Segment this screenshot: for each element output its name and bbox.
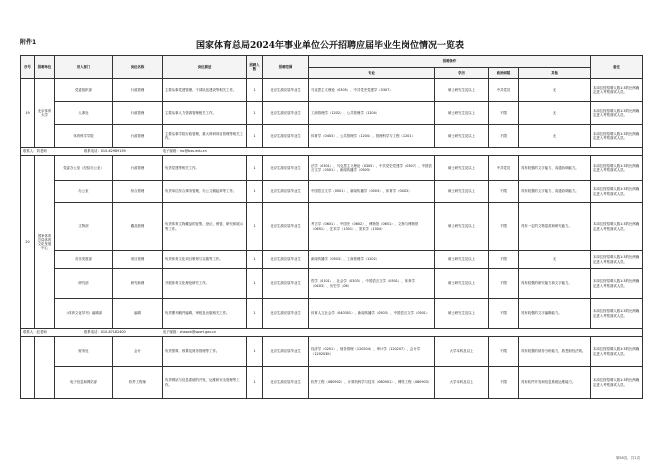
group-unit: [35, 337, 55, 399]
cell-desc: 负责体育文物藏品的征集、登记、保管、研究和展示等工作。: [163, 203, 247, 251]
cell-politics: 不限: [489, 337, 519, 367]
cell-desc: 负责单位综合事务管理，办公文稿起草等工作。: [163, 181, 247, 203]
cell-desc: 主要从事人力资源管理相关工作。: [163, 102, 247, 125]
cell-count: 1: [247, 156, 263, 181]
header-major: 专业: [309, 68, 435, 79]
cell-desc: 负责网站与信息系统的开发、运维和安全管理等工作。: [163, 367, 247, 399]
group-seq: 19: [21, 79, 35, 148]
cell-post: 研究助理: [113, 269, 163, 299]
cell-major: 体育学（0403）、公共管理学（1204）、管理科学与工程（1201）: [309, 125, 435, 148]
contact-phone: 联系电话：010-87182400: [83, 330, 126, 335]
cell-count: 1: [247, 337, 263, 367]
cell-other: 具有较强的文字能力、沟通协调能力。: [519, 156, 591, 181]
cell-scope: 北京生源应届毕业生: [263, 337, 309, 367]
cell-scope: 北京生源应届毕业生: [263, 269, 309, 299]
cell-dept: 《体育文化导刊》编辑部: [55, 299, 113, 329]
cell-count: 1: [247, 79, 263, 102]
table-row: [21, 203, 643, 251]
cell-other: 无: [519, 102, 591, 125]
cell-remark: 本岗位按招聘人数1:3的比例确定进入考察面试人员。: [591, 299, 643, 329]
cell-post: 行政管理: [113, 79, 163, 102]
cell-education: 硕士研究生及以上: [435, 203, 489, 251]
header-politics: 政治面貌: [489, 68, 519, 79]
cell-dept: 研究部: [55, 269, 113, 299]
cell-major: 马克思主义理论（0305）、中共党史党建学（0307）: [309, 79, 435, 102]
attachment-label: 附件1: [20, 39, 37, 46]
cell-education: 硕士研究生及以上: [435, 102, 489, 125]
cell-desc: 主要从事学院行政管理、重大科研项目管理等相关工作。: [163, 125, 247, 148]
header-count: 招聘人数: [247, 56, 263, 79]
cell-major: 工商管理学（1202）、公共管理学（1204）: [309, 102, 435, 125]
cell-other: 无: [519, 79, 591, 102]
table-row: [21, 79, 643, 102]
contact-person: 联系人：刘老师: [23, 149, 47, 154]
cell-other: 具有一定的文物鉴赏和研究能力。: [519, 203, 591, 251]
cell-count: 1: [247, 367, 263, 399]
cell-desc: 负责预算、核算及财务管理等工作。: [163, 337, 247, 367]
contact-row: [21, 329, 643, 337]
cell-scope: 北京生源应届毕业生: [263, 156, 309, 181]
cell-desc: 主要从事党建管理、干部队伍建设等相关工作。: [163, 79, 247, 102]
table-row: [21, 102, 643, 125]
cell-desc: 负责党建等相关工作。: [163, 156, 247, 181]
cell-remark: 本岗位按招聘人数1:3的比例确定进入考察面试人员。: [591, 102, 643, 125]
header-other: 其他: [519, 68, 591, 79]
cell-post: 项目管理: [113, 251, 163, 269]
cell-education: 硕士研究生及以上: [435, 79, 489, 102]
cell-scope: 北京生源应届毕业生: [263, 181, 309, 203]
cell-education: 硕士研究生及以上: [435, 251, 489, 269]
cell-politics: 不限: [489, 299, 519, 329]
positions-table: [20, 55, 643, 399]
cell-politics: 中共党员: [489, 79, 519, 102]
cell-education: 硕士研究生及以上: [435, 299, 489, 329]
contact-email: 电子邮箱：rsc@bsu.edu.cn: [162, 149, 207, 154]
cell-politics: 不限: [489, 181, 519, 203]
cell-other: 无: [519, 251, 591, 269]
cell-remark: 本岗位按招聘人数1:3的比例确定进入考察面试人员。: [591, 367, 643, 399]
cell-education: 硕士研究生及以上: [435, 125, 489, 148]
group-unit: 国家体育总局体育文化发展中心: [35, 156, 55, 329]
cell-remark: 本岗位按招聘人数1:3的比例确定进入考察面试人员。: [591, 269, 643, 299]
header-desc: 岗位描述: [163, 56, 247, 79]
cell-dept: 文物部: [55, 203, 113, 251]
cell-other: 无: [519, 125, 591, 148]
cell-desc: 负责体育文化项目策划与实施等工作。: [163, 251, 247, 269]
cell-education: 硕士研究生及以上: [435, 181, 489, 203]
cell-post: 编辑: [113, 299, 163, 329]
cell-remark: 本岗位按招聘人数1:3的比例确定进入考察面试人员。: [591, 203, 643, 251]
cell-politics: 中共党员: [489, 156, 519, 181]
table-row: [21, 125, 643, 148]
cell-count: 1: [247, 203, 263, 251]
cell-count: 1: [247, 251, 263, 269]
cell-remark: 本岗位按招聘人数1:3的比例确定进入考察面试人员。: [591, 156, 643, 181]
cell-post: 行政管理: [113, 125, 163, 148]
cell-politics: 不限: [489, 269, 519, 299]
cell-dept: 财务处: [55, 337, 113, 367]
cell-count: 1: [247, 181, 263, 203]
cell-dept: 党委组织部: [55, 79, 113, 102]
cell-post: 综合管理: [113, 181, 163, 203]
cell-major: 法学（0301）、马克思主义理论（0305）、中共党史党建学（0307）、中国语言文学（0501）、新闻传播学（0503）: [309, 156, 435, 181]
table-row: [21, 367, 643, 399]
cell-post: 行政管理: [113, 102, 163, 125]
cell-post: 行政管理: [113, 156, 163, 181]
cell-count: 1: [247, 125, 263, 148]
cell-desc: 负责期刊稿件编辑、审校及出版相关工作。: [163, 299, 247, 329]
cell-other: 具有较强的财务分析能力，熟悉财经法规。: [519, 337, 591, 367]
cell-other: 具有较强的研究能力和文字能力。: [519, 269, 591, 299]
cell-major: 经济学（0201）、财务管理（120204）、审计学（120207）、会计学（120203K）: [309, 337, 435, 367]
cell-dept: 电子信息和网站部: [55, 367, 113, 399]
cell-dept: 人事处: [55, 102, 113, 125]
cell-politics: 不限: [489, 251, 519, 269]
header-post: 岗位名称: [113, 56, 163, 79]
cell-post: 藏品管理: [113, 203, 163, 251]
cell-count: 1: [247, 269, 263, 299]
page-number: 第58页，共1页: [615, 456, 640, 460]
cell-dept: 办公室: [55, 181, 113, 203]
header-remark: 备注: [591, 56, 643, 79]
group-seq: [21, 337, 35, 399]
cell-dept: 党委办公室（纪检办公室）: [55, 156, 113, 181]
cell-remark: 本岗位按招聘人数1:3的比例确定进入考察面试人员。: [591, 79, 643, 102]
contact-phone: 联系电话：010-62989139: [83, 149, 126, 154]
table-row: [21, 299, 643, 329]
cell-major: 考古学（0601）、中国史（0602）、博物馆（0651）、文物与博物馆（0651）、艺术学（1301）、美术学（1304）: [309, 203, 435, 251]
cell-scope: 北京生源应届毕业生: [263, 102, 309, 125]
header-unit: 招聘单位: [35, 56, 55, 79]
header-conditions: 招聘条件: [309, 56, 591, 68]
header-education: 学历: [435, 68, 489, 79]
cell-scope: 北京生源应届毕业生: [263, 367, 309, 399]
cell-scope: 北京生源应届毕业生: [263, 203, 309, 251]
contact-email: 电子邮箱：zhaoxh@sport.gov.cn: [162, 330, 217, 335]
cell-post: 软件工程师: [113, 367, 163, 399]
document-title: 国家体育总局2024年事业单位公开招聘应届毕业生岗位情况一览表: [195, 41, 465, 51]
cell-scope: 北京生源应届毕业生: [263, 125, 309, 148]
cell-remark: 本岗位按招聘人数1:3的比例确定进入考察面试人员。: [591, 251, 643, 269]
group-seq: 20: [21, 156, 35, 329]
table-row: [21, 181, 643, 203]
cell-remark: 本岗位按招聘人数1:3的比例确定进入考察面试人员。: [591, 337, 643, 367]
cell-remark: 本岗位按招聘人数1:3的比例确定进入考察面试人员。: [591, 181, 643, 203]
cell-major: 中国语言文学（0501）、新闻传播学（0503）、体育学（0403）: [309, 181, 435, 203]
cell-post: 会计: [113, 337, 163, 367]
cell-remark: 本岗位按招聘人数1:3的比例确定进入考察面试人员。: [591, 125, 643, 148]
cell-education: 大学本科及以上: [435, 367, 489, 399]
contact-info: [21, 329, 643, 337]
cell-desc: 开展体育文化理论研究工作。: [163, 269, 247, 299]
table-row: [21, 156, 643, 181]
cell-education: 硕士研究生及以上: [435, 269, 489, 299]
cell-other: 具有较强的文字编辑能力。: [519, 299, 591, 329]
cell-dept: 音乐发展部: [55, 251, 113, 269]
cell-politics: 不限: [489, 102, 519, 125]
table-row: [21, 269, 643, 299]
cell-education: 大学本科及以上: [435, 337, 489, 367]
contact-info: [21, 148, 643, 156]
cell-major: 哲学（0101）、社会学（0303）、中国语言文学（0501）、体育学（0403）、历史学（06）: [309, 269, 435, 299]
cell-major: 体育人文社会学（040301）、新闻传播学（0503）、中国语言文学（0501）: [309, 299, 435, 329]
cell-politics: 不限: [489, 203, 519, 251]
cell-politics: 不限: [489, 367, 519, 399]
cell-other: 具有较强的文字能力、沟通协调能力。: [519, 181, 591, 203]
cell-scope: 北京生源应届毕业生: [263, 299, 309, 329]
cell-scope: 北京生源应届毕业生: [263, 79, 309, 102]
cell-politics: 不限: [489, 125, 519, 148]
cell-count: 1: [247, 299, 263, 329]
contact-person: 联系人：赵老师: [23, 330, 47, 335]
cell-major: 新闻传播学（0503）、工商管理学（1202）: [309, 251, 435, 269]
table-row: [21, 251, 643, 269]
group-unit: 北京体育大学: [35, 79, 55, 148]
cell-count: 1: [247, 102, 263, 125]
cell-other: 具有软件开发和信息系统运维能力。: [519, 367, 591, 399]
table-row: [21, 337, 643, 367]
cell-scope: 北京生源应届毕业生: [263, 251, 309, 269]
contact-row: [21, 148, 643, 156]
cell-education: 硕士研究生及以上: [435, 156, 489, 181]
cell-dept: 体育科学学院: [55, 125, 113, 148]
cell-major: 软件工程（080902）、计算机科学与技术（080901）、网络工程（080903）: [309, 367, 435, 399]
header-scope: 招聘范围: [263, 56, 309, 79]
header-dept: 用人部门: [55, 56, 113, 79]
header-seq: 序号: [21, 56, 35, 79]
